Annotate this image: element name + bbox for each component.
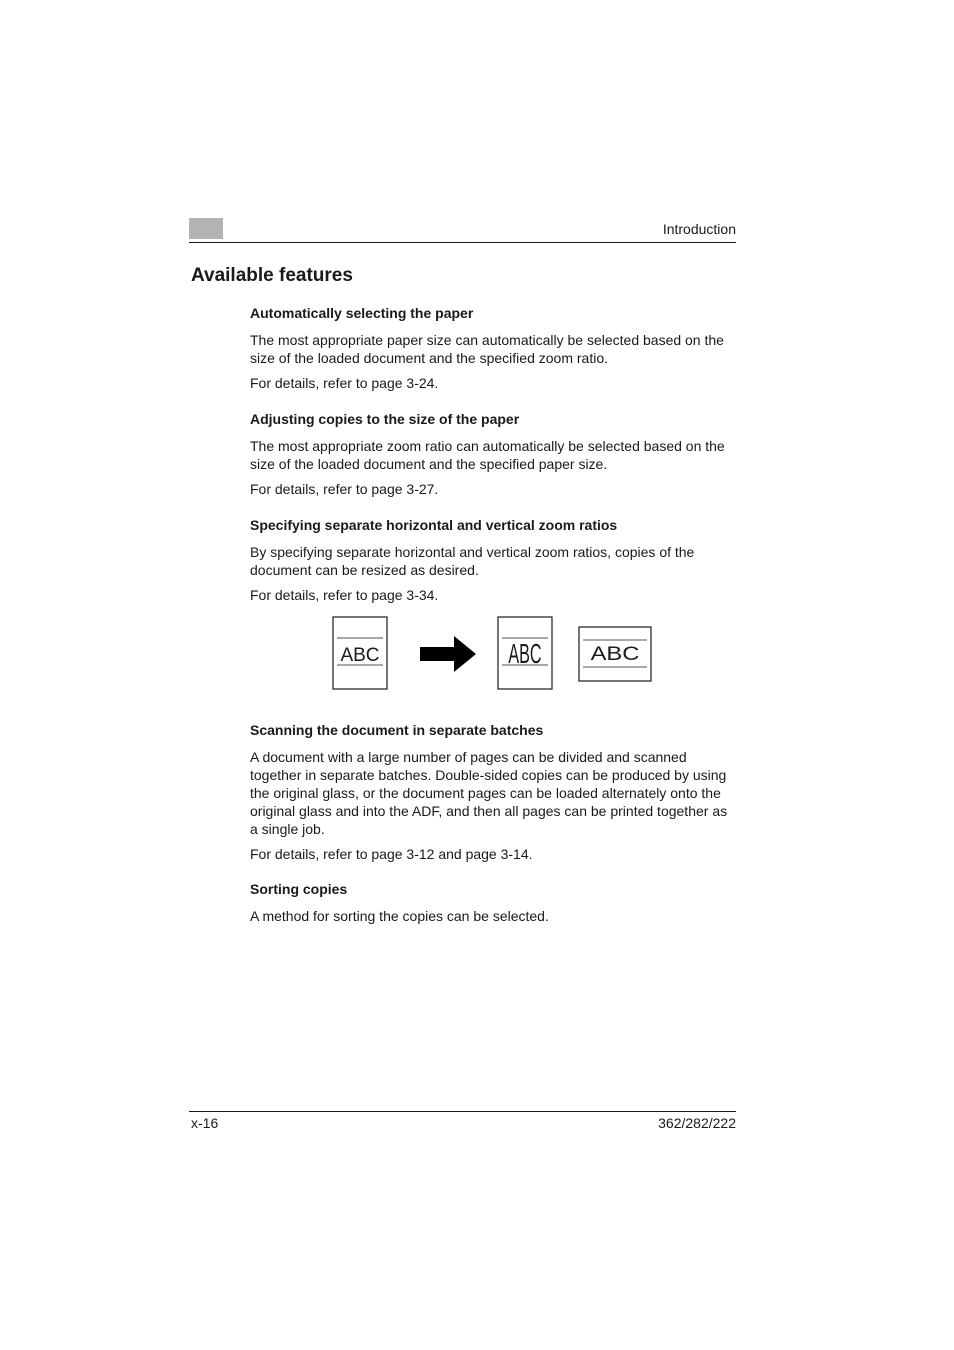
header-tab-marker xyxy=(189,218,223,239)
tall-page-label: ABC xyxy=(508,638,542,670)
zoom-ratio-illustration xyxy=(330,614,660,694)
section-body: By specifying separate horizontal and vertical zoom ratios, copies of the document can be resized as desired. xyxy=(250,544,695,578)
section-heading: Sorting copies xyxy=(250,881,348,897)
section-reference: For details, refer to page 3-34. xyxy=(250,587,439,603)
section-body: The most appropriate zoom ratio can automatically be selected based on the size of the loaded document and the specified paper size. xyxy=(250,438,725,472)
header-rule xyxy=(189,242,736,243)
section-heading: Automatically selecting the paper xyxy=(250,305,474,321)
original-page-label: ABC xyxy=(340,645,380,666)
section-reference: For details, refer to page 3-24. xyxy=(250,375,439,391)
section-heading: Adjusting copies to the size of the paper xyxy=(250,411,520,427)
section-heading: Scanning the document in separate batches xyxy=(250,722,544,738)
section-body: A document with a large number of pages can be divided and scanned together in separate batches. Double-sided copies can be produced by using the original glass, or the document pages can be loaded alternately onto the original glass and into the ADF, and then all pages can be printed together as a single job. xyxy=(250,749,728,837)
section-reference: For details, refer to page 3-27. xyxy=(250,481,439,497)
arrow-right-icon xyxy=(420,636,476,672)
page-number: x-16 xyxy=(191,1115,219,1131)
page-title: Available features xyxy=(191,265,353,286)
wide-page-label: ABC xyxy=(590,643,640,665)
footer-rule xyxy=(189,1111,736,1112)
section-body: The most appropriate paper size can automatically be selected based on the size of the loaded document and the specified zoom ratio. xyxy=(250,332,724,366)
section-body: A method for sorting the copies can be selected. xyxy=(250,908,549,924)
section-reference: For details, refer to page 3-12 and page 3-14. xyxy=(250,846,533,862)
model-number: 362/282/222 xyxy=(658,1115,736,1131)
section-heading: Specifying separate horizontal and vertical zoom ratios xyxy=(250,517,618,533)
header-chapter: Introduction xyxy=(662,221,736,237)
